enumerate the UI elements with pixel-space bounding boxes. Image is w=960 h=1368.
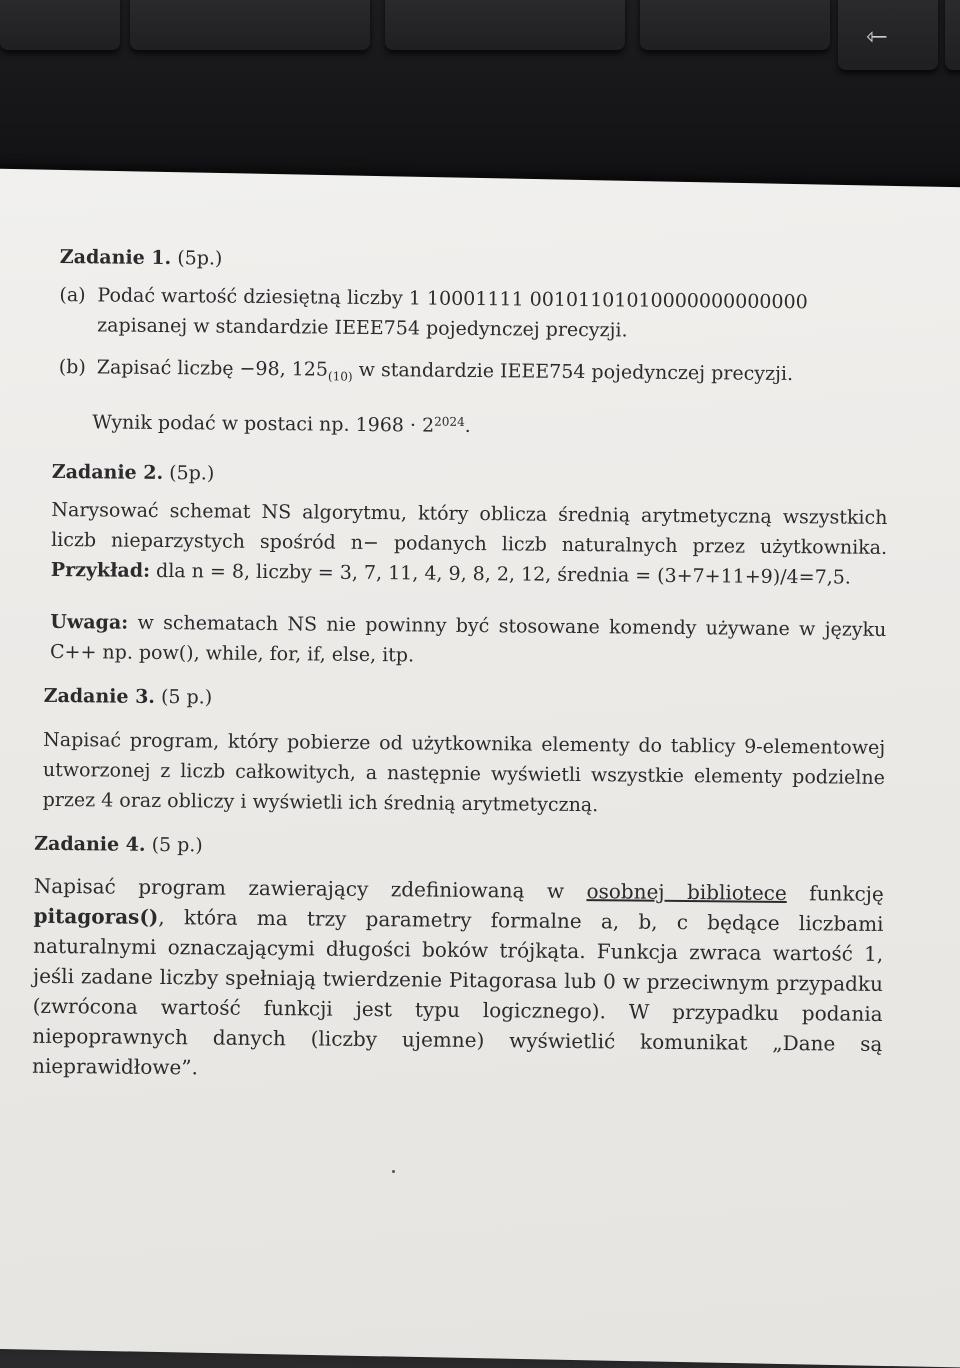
task-3-title: Zadanie 3. (5 p.) — [43, 684, 213, 709]
task-2-note: Uwaga: w schematach NS nie powinny być stosowane komendy używane w języku C++ np. pow(), while, for, if, else, itp. — [49, 610, 887, 667]
key — [640, 0, 830, 50]
task-2-text: Narysować schemat NS algorytmu, który oblicza średnią arytmetyczną wszystkich liczb nieparzystych spośród n− podanych liczb naturalnych przez użytkownika. Przykład: dla n = 8, liczby = 3, 7, 11, 4, 9, 8, 2, 12, średnia = (3+7+11+9)/4=7,5. — [50, 498, 888, 589]
left-arrow-icon: ⇽ — [866, 22, 888, 52]
task-1a — [59, 280, 890, 348]
item-label: (a) — [59, 283, 86, 307]
key — [945, 0, 960, 70]
paper-speck — [392, 1170, 395, 1173]
task-1b — [59, 352, 889, 397]
task-3 — [43, 681, 886, 823]
task-4 — [32, 829, 884, 1089]
task-3-text: Napisać program, który pobierze od użytkownika elementy do tablicy 9-elementowej utworzonej z liczb całkowitych, a następnie wyświetli wszystkie elementy podzielne przez 4 oraz obliczy i wyświetli ich średnią arytmetyczną. — [42, 728, 886, 816]
item-text: Podać wartość dziesiętną liczby 1 10001111 00101101010000000000000 zapisanej w standardzie IEEE754 pojedynczej precyzji. — [97, 284, 808, 342]
item-label: (b) — [58, 355, 86, 379]
task-4-text: Napisać program zawierający zdefiniowaną w osobnej bibliotece funkcję pitagoras(), która ma trzy parametry formalne a, b, c będące liczbami naturalnymi oznaczającymi długości boków trójkąta. Funkcja zwraca wartość 1, jeśli zadane liczby spełniają twierdzenie Pitagorasa lub 0 w przeciwnym przypadku (zwrócona wartość funkcji jest typu logicznego). W przypadku podania niepoprawnych danych (liczby ujemne) wyświetlić komunikat „Dane są nieprawidłowe”. — [31, 873, 884, 1080]
task-4-title: Zadanie 4. (5 p.) — [34, 832, 203, 857]
task-1-title: Zadanie 1. (5p.) — [59, 245, 223, 270]
backspace-key — [838, 0, 938, 70]
task-2-title: Zadanie 2. (5p.) — [51, 460, 215, 485]
exam-content — [31, 242, 890, 1103]
key — [385, 0, 625, 50]
key — [0, 0, 120, 50]
task-2 — [50, 457, 888, 675]
task-1 — [58, 242, 890, 445]
result-format-note: Wynik podać w postaci np. $1968 \cdot 2^{2024}$. — [92, 411, 471, 437]
item-text: Zapisać liczbę −98, $125_{(10)}$ w standardzie IEEE754 pojedynczej precyzji. — [96, 356, 794, 386]
key — [130, 0, 370, 50]
